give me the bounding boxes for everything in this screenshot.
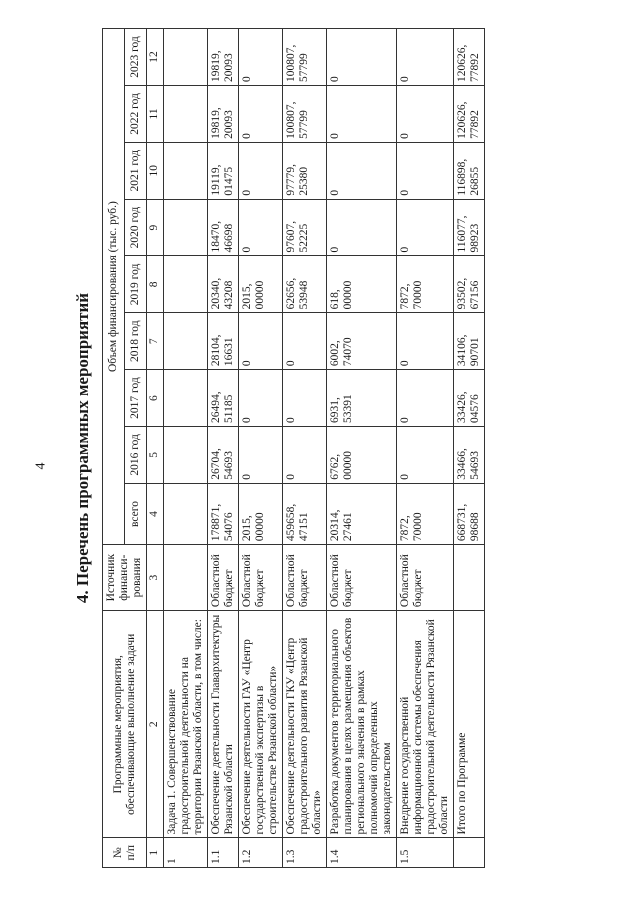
column-number: 3: [147, 545, 164, 611]
column-number: 6: [147, 370, 164, 427]
row-year-value: 26494, 51185: [208, 370, 239, 427]
row-year-value: 97779, 25380: [283, 142, 327, 199]
row-year-value: 6762, 00000: [327, 426, 397, 483]
header-year: 2019 год: [125, 256, 147, 313]
row-total: 7872, 70000: [397, 483, 454, 544]
row-activity: Разработка документов территориального планирования в целях размещения объектов регионального значения в рамках полномочий определенных законодательством: [327, 611, 397, 838]
row-year-value: 0: [239, 313, 283, 370]
row-year-value: 0: [397, 199, 454, 256]
row-year-value: 0: [327, 199, 397, 256]
row-year-value: 2015, 00000: [239, 256, 283, 313]
row-year-value: 0: [397, 370, 454, 427]
row-source: Областной бюджет: [327, 545, 397, 611]
row-year-value: 120626, 77892: [454, 86, 485, 143]
row-year-value: [164, 256, 208, 313]
row-year-value: 100807, 57799: [283, 86, 327, 143]
table-row: [397, 29, 454, 868]
row-total: 20314, 27461: [327, 483, 397, 544]
row-total: 668731, 98688: [454, 483, 485, 544]
row-year-value: 0: [397, 86, 454, 143]
row-year-value: 0: [239, 142, 283, 199]
column-number: 4: [147, 483, 164, 544]
header-activity: Программные мероприятия, обеспечивающие выполнение задачи: [103, 611, 147, 838]
row-year-value: 0: [239, 370, 283, 427]
table-row: [164, 29, 208, 868]
row-number: 1.5: [397, 838, 454, 868]
column-number: 8: [147, 256, 164, 313]
row-year-value: 19819, 20093: [208, 29, 239, 86]
row-year-value: 19819, 20093: [208, 86, 239, 143]
row-year-value: 0: [239, 86, 283, 143]
row-number: 1.1: [208, 838, 239, 868]
table-row: [208, 29, 239, 868]
row-year-value: [164, 142, 208, 199]
row-activity: Задача 1. Совершенствование градостроительной деятельности на территории Рязанской области, в том числе:: [164, 611, 208, 838]
header-source: Источник финанси-рования: [103, 545, 147, 611]
rotated-page: [68, 28, 584, 868]
row-year-value: 116077, 98923: [454, 199, 485, 256]
row-number: 1.3: [283, 838, 327, 868]
page-title: 4. Перечень программных мероприятий: [73, 292, 92, 604]
header-year: 2017 год: [125, 370, 147, 427]
row-year-value: [164, 86, 208, 143]
row-total: 178871, 54076: [208, 483, 239, 544]
row-source: Областной бюджет: [283, 545, 327, 611]
row-year-value: 18470, 46698: [208, 199, 239, 256]
row-year-value: 7872, 70000: [397, 256, 454, 313]
row-year-value: 0: [283, 426, 327, 483]
row-year-value: 33426, 04576: [454, 370, 485, 427]
table-row: [454, 29, 485, 868]
row-year-value: 62656, 53948: [283, 256, 327, 313]
row-total: [164, 483, 208, 544]
row-source: Областной бюджет: [397, 545, 454, 611]
header-year: 2022 год: [125, 86, 147, 143]
row-year-value: 0: [397, 142, 454, 199]
row-activity: Обеспечение деятельности Главархитектуры Рязанской области: [208, 611, 239, 838]
column-number: 10: [147, 142, 164, 199]
row-number: [454, 838, 485, 868]
header-year: 2020 год: [125, 199, 147, 256]
row-source: Областной бюджет: [208, 545, 239, 611]
table-row: [327, 29, 397, 868]
row-year-value: 33466, 54693: [454, 426, 485, 483]
row-year-value: 0: [239, 29, 283, 86]
row-year-value: 0: [283, 370, 327, 427]
row-activity: Обеспечение деятельности ГАУ «Центр государственной экспертизы в строительстве Рязанской области»: [239, 611, 283, 838]
row-year-value: [164, 199, 208, 256]
row-year-value: 0: [283, 313, 327, 370]
row-year-value: 28104, 16631: [208, 313, 239, 370]
row-source: [454, 545, 485, 611]
column-number: 11: [147, 86, 164, 143]
row-number: 1: [164, 838, 208, 868]
row-year-value: 100807, 57799: [283, 29, 327, 86]
column-number: 1: [147, 838, 164, 868]
row-year-value: 93502, 67156: [454, 256, 485, 313]
row-activity: Обеспечение деятельности ГКУ «Центр градостроительного развития Рязанской области»: [283, 611, 327, 838]
row-year-value: 97607, 52225: [283, 199, 327, 256]
row-year-value: 6931, 53391: [327, 370, 397, 427]
row-year-value: 0: [239, 426, 283, 483]
page-number: 4: [33, 462, 49, 470]
row-total: 2015, 00000: [239, 483, 283, 544]
row-year-value: 618, 00000: [327, 256, 397, 313]
column-number: 5: [147, 426, 164, 483]
row-number: 1.4: [327, 838, 397, 868]
row-year-value: 34106, 90701: [454, 313, 485, 370]
column-number: 9: [147, 199, 164, 256]
header-year: 2016 год: [125, 426, 147, 483]
row-year-value: [164, 29, 208, 86]
row-year-value: [164, 426, 208, 483]
program-table: [102, 28, 485, 868]
row-year-value: 0: [397, 313, 454, 370]
header-volume: Объем финансирования (тыс. руб.): [103, 29, 125, 545]
column-number: 7: [147, 313, 164, 370]
row-year-value: 6002, 74070: [327, 313, 397, 370]
column-number: 12: [147, 29, 164, 86]
header-year: 2021 год: [125, 142, 147, 199]
row-year-value: 0: [397, 426, 454, 483]
row-year-value: 116898, 26855: [454, 142, 485, 199]
row-activity: Внедрение государственной информационной системы обеспечения градостроительной деятельности Рязанской области: [397, 611, 454, 838]
row-year-value: 0: [239, 199, 283, 256]
row-year-value: 0: [327, 142, 397, 199]
row-year-value: 19119, 01475: [208, 142, 239, 199]
row-source: Областной бюджет: [239, 545, 283, 611]
row-source: [164, 545, 208, 611]
row-year-value: 0: [397, 29, 454, 86]
table-row: [239, 29, 283, 868]
row-year-value: 0: [327, 29, 397, 86]
row-year-value: 26704, 54693: [208, 426, 239, 483]
row-total: 459658, 47151: [283, 483, 327, 544]
header-num: № п/п: [103, 838, 147, 868]
row-year-value: 20340, 43208: [208, 256, 239, 313]
row-number: 1.2: [239, 838, 283, 868]
row-year-value: [164, 313, 208, 370]
row-activity: Итого по Программе: [454, 611, 485, 838]
header-year: 2018 год: [125, 313, 147, 370]
row-year-value: 0: [327, 86, 397, 143]
column-number: 2: [147, 611, 164, 838]
row-year-value: 120626, 77892: [454, 29, 485, 86]
row-year-value: [164, 370, 208, 427]
table-row: [283, 29, 327, 868]
header-total: всего: [125, 483, 147, 544]
header-year: 2023 год: [125, 29, 147, 86]
